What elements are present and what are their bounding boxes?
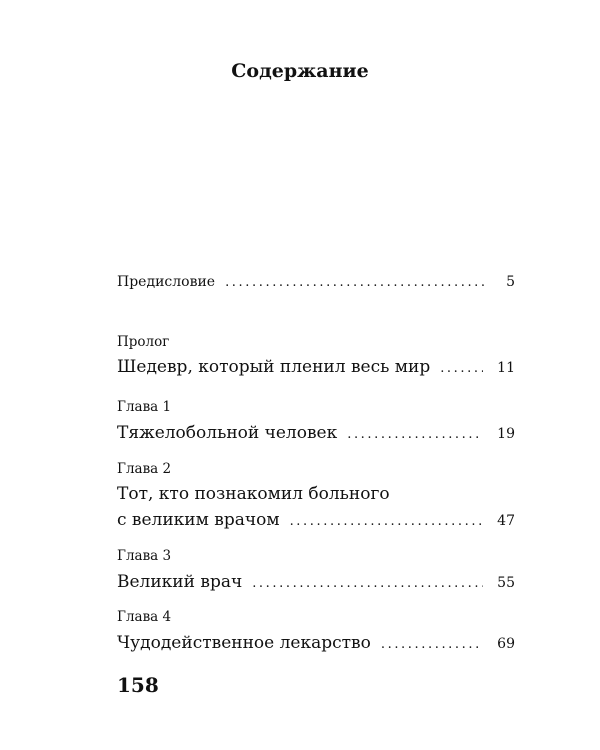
dot-leader [252, 576, 483, 591]
toc-entry-page: 11 [497, 360, 515, 376]
toc-entry-page: 47 [497, 513, 515, 529]
page-title: Содержание [231, 60, 369, 82]
toc-entry-title: с великим врачом [117, 510, 280, 530]
toc-entry-label: Глава 2 [117, 461, 172, 477]
toc-entry-chapter-2[interactable] [117, 510, 515, 530]
toc-entry-title: Шедевр, который пленил весь мир [117, 357, 431, 377]
toc-entry-page: 69 [497, 636, 515, 652]
toc-entry-chapter-1[interactable] [117, 423, 515, 443]
toc-entry-chapter-4[interactable] [117, 633, 515, 653]
toc-entry-title-line1[interactable]: Тот, кто познакомил больного [117, 484, 390, 504]
page-number: 158 [117, 673, 159, 697]
toc-entry-preface[interactable] [117, 274, 515, 290]
toc-entry-page: 5 [506, 274, 515, 290]
toc-entry-label: Пролог [117, 334, 170, 350]
dot-leader [440, 361, 483, 376]
toc-entry-title: Чудодейственное лекарство [117, 633, 371, 653]
toc-entry-label: Глава 4 [117, 609, 172, 625]
toc-entry-page: 55 [497, 575, 515, 591]
toc-entry-prologue[interactable] [117, 357, 515, 377]
toc-entry-page: 19 [497, 426, 515, 442]
toc-entry-title: Предисловие [117, 274, 216, 290]
toc-entry-label: Глава 1 [117, 399, 172, 415]
toc-entry-chapter-3[interactable] [117, 572, 515, 592]
toc-entry-label: Глава 3 [117, 548, 172, 564]
toc-entry-title: Тяжелобольной человек [117, 423, 338, 443]
dot-leader [225, 275, 487, 290]
dot-leader [381, 637, 483, 652]
dot-leader [290, 514, 484, 529]
dot-leader [347, 427, 483, 442]
toc-entry-title: Великий врач [117, 572, 243, 592]
